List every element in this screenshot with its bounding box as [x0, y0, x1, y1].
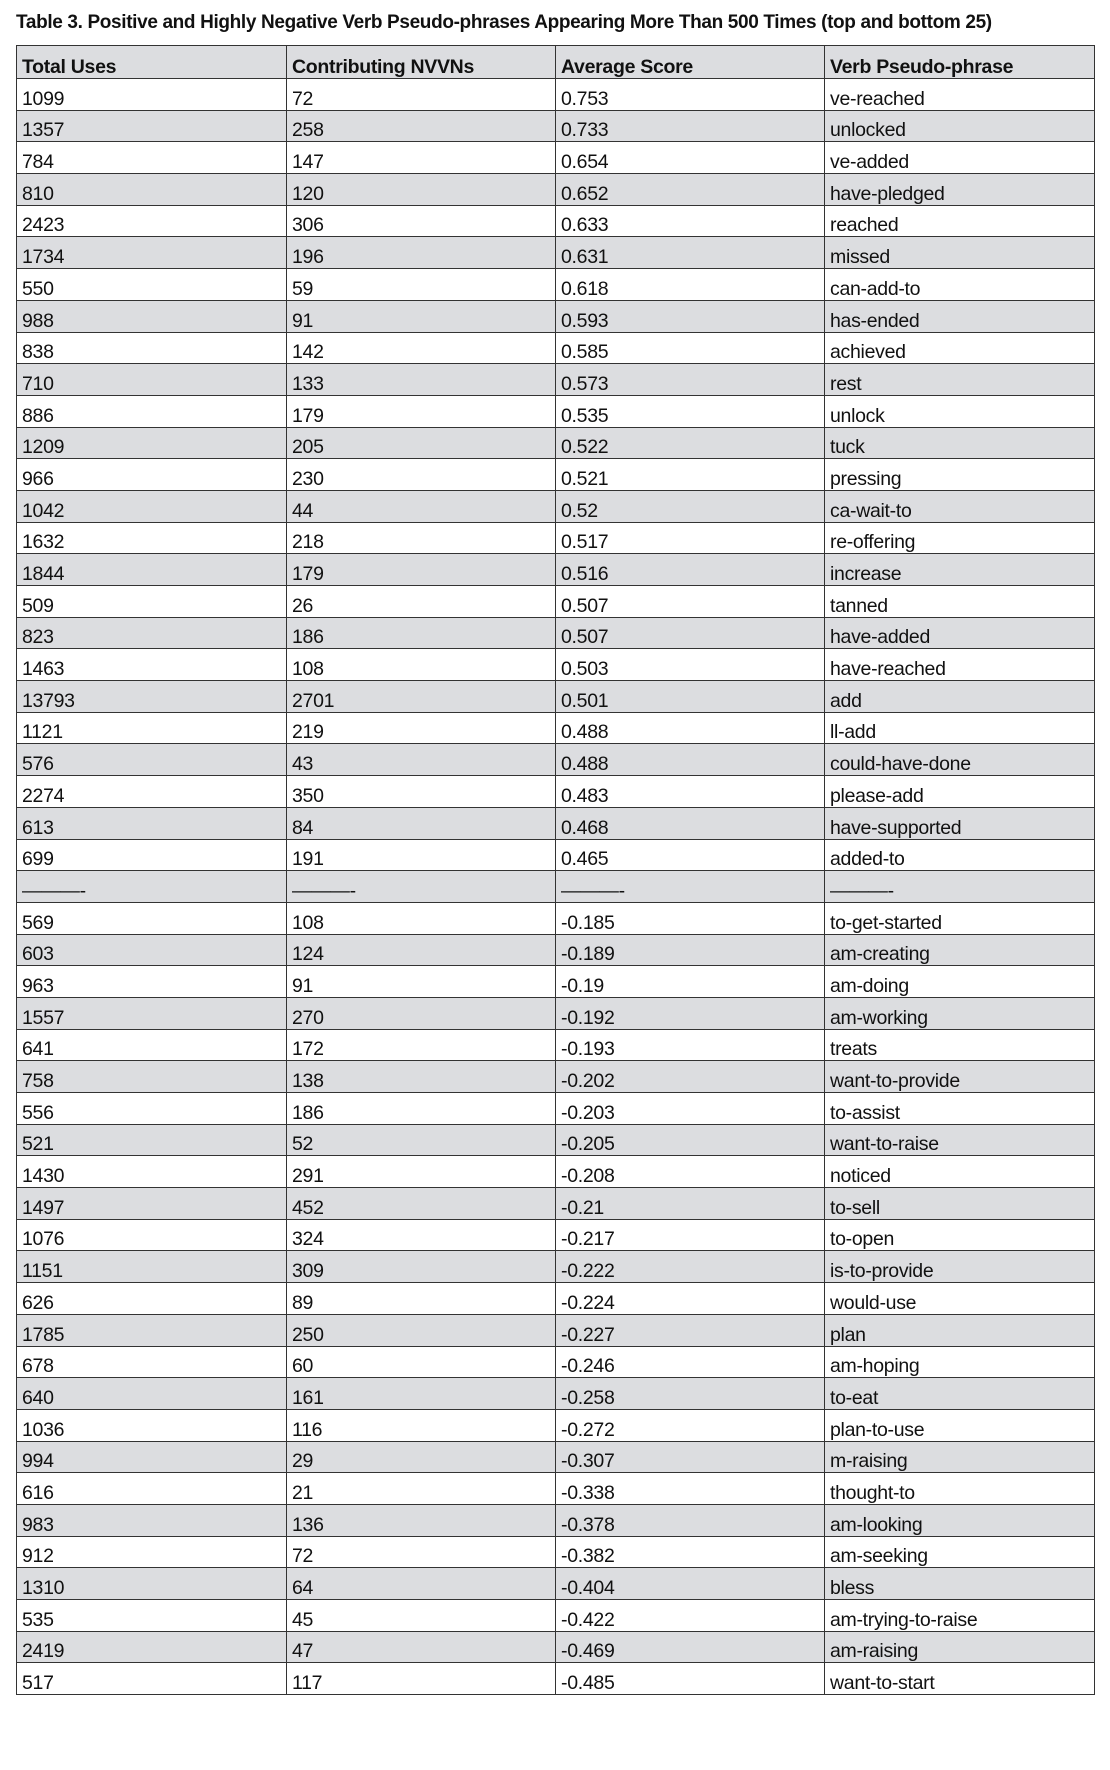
table-row — [17, 554, 1095, 586]
contributing-nvvns-cell: 2701 — [287, 681, 556, 713]
total-uses-cell: 1357 — [17, 110, 287, 142]
table-row — [17, 300, 1095, 332]
table-row — [17, 1568, 1095, 1600]
table-row — [17, 395, 1095, 427]
total-uses-cell: 886 — [17, 395, 287, 427]
average-score-cell: 0.733 — [556, 110, 825, 142]
average-score-cell: -0.338 — [556, 1473, 825, 1505]
average-score-cell: 0.517 — [556, 522, 825, 554]
average-score-cell: 0.52 — [556, 490, 825, 522]
verb-pseudo-phrase-cell: re-offering — [825, 522, 1095, 554]
verb-pseudo-phrase-cell: want-to-raise — [825, 1124, 1095, 1156]
header-contributing-nvvns: Contributing NVVNs — [287, 46, 556, 79]
contributing-nvvns-cell: 324 — [287, 1219, 556, 1251]
average-score-cell: -0.246 — [556, 1346, 825, 1378]
table-row — [17, 269, 1095, 301]
table-row — [17, 364, 1095, 396]
contributing-nvvns-cell: 270 — [287, 997, 556, 1029]
average-score-cell: 0.631 — [556, 237, 825, 269]
table-row — [17, 1663, 1095, 1695]
verb-pseudo-phrase-cell: have-added — [825, 617, 1095, 649]
contributing-nvvns-cell: 258 — [287, 110, 556, 142]
contributing-nvvns-cell: 205 — [287, 427, 556, 459]
verb-pseudo-phrase-cell: achieved — [825, 332, 1095, 364]
table-caption: Table 3. Positive and Highly Negative Verb Pseudo-phrases Appearing More Than 500 Times (top and bottom 25) — [16, 12, 992, 33]
verb-pseudo-phrase-cell: am-creating — [825, 934, 1095, 966]
verb-pseudo-phrase-cell: ll-add — [825, 712, 1095, 744]
table-row — [17, 934, 1095, 966]
total-uses-cell: 994 — [17, 1441, 287, 1473]
total-uses-cell: 710 — [17, 364, 287, 396]
table-row — [17, 1600, 1095, 1632]
verb-pseudo-phrase-cell: pressing — [825, 459, 1095, 491]
verb-pseudo-phrase-cell: would-use — [825, 1283, 1095, 1315]
table-row — [17, 871, 1095, 903]
total-uses-cell: 2419 — [17, 1631, 287, 1663]
total-uses-cell: 641 — [17, 1029, 287, 1061]
verb-pseudo-phrase-cell: is-to-provide — [825, 1251, 1095, 1283]
total-uses-cell: 963 — [17, 966, 287, 998]
verb-pseudo-phrase-cell: ve-reached — [825, 79, 1095, 111]
total-uses-cell: 988 — [17, 300, 287, 332]
average-score-cell: -0.192 — [556, 997, 825, 1029]
average-score-cell: 0.503 — [556, 649, 825, 681]
contributing-nvvns-cell: 72 — [287, 79, 556, 111]
contributing-nvvns-cell: 64 — [287, 1568, 556, 1600]
table-row — [17, 681, 1095, 713]
average-score-cell: -0.217 — [556, 1219, 825, 1251]
contributing-nvvns-cell: 142 — [287, 332, 556, 364]
total-uses-cell: 521 — [17, 1124, 287, 1156]
verb-pseudo-phrase-cell: missed — [825, 237, 1095, 269]
total-uses-cell: 1036 — [17, 1409, 287, 1441]
total-uses-cell: 550 — [17, 269, 287, 301]
table-row — [17, 1504, 1095, 1536]
contributing-nvvns-cell: 120 — [287, 174, 556, 206]
average-score-cell: 0.483 — [556, 776, 825, 808]
total-uses-cell: 517 — [17, 1663, 287, 1695]
average-score-cell: 0.593 — [556, 300, 825, 332]
total-uses-cell: 1734 — [17, 237, 287, 269]
table-row — [17, 142, 1095, 174]
total-uses-cell: 616 — [17, 1473, 287, 1505]
contributing-nvvns-cell: 452 — [287, 1188, 556, 1220]
header-average-score: Average Score — [556, 46, 825, 79]
contributing-nvvns-cell: 60 — [287, 1346, 556, 1378]
contributing-nvvns-cell: 250 — [287, 1314, 556, 1346]
contributing-nvvns-cell: 29 — [287, 1441, 556, 1473]
table-row — [17, 649, 1095, 681]
verb-pseudo-phrase-cell: am-trying-to-raise — [825, 1600, 1095, 1632]
table-row — [17, 1346, 1095, 1378]
verb-pseudo-phrase-cell: to-open — [825, 1219, 1095, 1251]
verb-pseudo-phrase-cell: want-to-start — [825, 1663, 1095, 1695]
verb-pseudo-phrase-cell: reached — [825, 205, 1095, 237]
contributing-nvvns-cell: 26 — [287, 586, 556, 618]
contributing-nvvns-cell: 124 — [287, 934, 556, 966]
contributing-nvvns-cell: 117 — [287, 1663, 556, 1695]
contributing-nvvns-cell: 186 — [287, 617, 556, 649]
total-uses-cell: 626 — [17, 1283, 287, 1315]
verb-pseudo-phrase-cell: to-sell — [825, 1188, 1095, 1220]
contributing-nvvns-cell: 306 — [287, 205, 556, 237]
contributing-nvvns-cell: 191 — [287, 839, 556, 871]
total-uses-cell: 1632 — [17, 522, 287, 554]
average-score-cell: -0.258 — [556, 1378, 825, 1410]
table-row — [17, 1409, 1095, 1441]
average-score-cell: -0.378 — [556, 1504, 825, 1536]
contributing-nvvns-cell: 350 — [287, 776, 556, 808]
total-uses-cell: 640 — [17, 1378, 287, 1410]
contributing-nvvns-cell: 196 — [287, 237, 556, 269]
table-row — [17, 1314, 1095, 1346]
average-score-cell: -0.382 — [556, 1536, 825, 1568]
average-score-cell: -0.19 — [556, 966, 825, 998]
verb-pseudo-phrase-cell: ve-added — [825, 142, 1095, 174]
verb-pseudo-phrase-cell: ———- — [825, 871, 1095, 903]
verb-phrase-table — [16, 45, 1095, 1695]
table-row — [17, 174, 1095, 206]
total-uses-cell: 1497 — [17, 1188, 287, 1220]
contributing-nvvns-cell: 21 — [287, 1473, 556, 1505]
total-uses-cell: 556 — [17, 1093, 287, 1125]
contributing-nvvns-cell: 133 — [287, 364, 556, 396]
header-row — [17, 46, 1095, 79]
average-score-cell: 0.521 — [556, 459, 825, 491]
average-score-cell: -0.422 — [556, 1600, 825, 1632]
verb-pseudo-phrase-cell: can-add-to — [825, 269, 1095, 301]
average-score-cell: 0.501 — [556, 681, 825, 713]
table-header — [17, 46, 1095, 79]
contributing-nvvns-cell: 179 — [287, 395, 556, 427]
verb-pseudo-phrase-cell: am-doing — [825, 966, 1095, 998]
table-row — [17, 332, 1095, 364]
table-row — [17, 776, 1095, 808]
average-score-cell: 0.654 — [556, 142, 825, 174]
verb-pseudo-phrase-cell: to-assist — [825, 1093, 1095, 1125]
table-row — [17, 1124, 1095, 1156]
verb-pseudo-phrase-cell: unlock — [825, 395, 1095, 427]
table-row — [17, 712, 1095, 744]
average-score-cell: 0.488 — [556, 744, 825, 776]
verb-pseudo-phrase-cell: please-add — [825, 776, 1095, 808]
table-row — [17, 1219, 1095, 1251]
contributing-nvvns-cell: 47 — [287, 1631, 556, 1663]
total-uses-cell: 13793 — [17, 681, 287, 713]
table-row — [17, 617, 1095, 649]
verb-pseudo-phrase-cell: thought-to — [825, 1473, 1095, 1505]
table-row — [17, 1283, 1095, 1315]
table-row — [17, 1536, 1095, 1568]
total-uses-cell: 838 — [17, 332, 287, 364]
table-row — [17, 1156, 1095, 1188]
average-score-cell: -0.189 — [556, 934, 825, 966]
total-uses-cell: 1151 — [17, 1251, 287, 1283]
verb-pseudo-phrase-cell: have-supported — [825, 807, 1095, 839]
total-uses-cell: 1076 — [17, 1219, 287, 1251]
total-uses-cell: 509 — [17, 586, 287, 618]
contributing-nvvns-cell: 147 — [287, 142, 556, 174]
table-row — [17, 79, 1095, 111]
average-score-cell: 0.522 — [556, 427, 825, 459]
table-row — [17, 1378, 1095, 1410]
average-score-cell: 0.652 — [556, 174, 825, 206]
average-score-cell: 0.507 — [556, 586, 825, 618]
average-score-cell: 0.633 — [556, 205, 825, 237]
total-uses-cell: 1430 — [17, 1156, 287, 1188]
total-uses-cell: 2274 — [17, 776, 287, 808]
total-uses-cell: 613 — [17, 807, 287, 839]
verb-pseudo-phrase-cell: am-working — [825, 997, 1095, 1029]
table-row — [17, 1441, 1095, 1473]
total-uses-cell: 1310 — [17, 1568, 287, 1600]
verb-pseudo-phrase-cell: tuck — [825, 427, 1095, 459]
verb-pseudo-phrase-cell: treats — [825, 1029, 1095, 1061]
total-uses-cell: 535 — [17, 1600, 287, 1632]
table-row — [17, 1188, 1095, 1220]
verb-pseudo-phrase-cell: noticed — [825, 1156, 1095, 1188]
total-uses-cell: 758 — [17, 1061, 287, 1093]
table-row — [17, 744, 1095, 776]
header-total-uses: Total Uses — [17, 46, 287, 79]
table-body — [17, 79, 1095, 1695]
average-score-cell: ———- — [556, 871, 825, 903]
verb-pseudo-phrase-cell: bless — [825, 1568, 1095, 1600]
total-uses-cell: 1463 — [17, 649, 287, 681]
contributing-nvvns-cell: 291 — [287, 1156, 556, 1188]
average-score-cell: -0.227 — [556, 1314, 825, 1346]
total-uses-cell: ———- — [17, 871, 287, 903]
verb-pseudo-phrase-cell: could-have-done — [825, 744, 1095, 776]
table-row — [17, 1631, 1095, 1663]
average-score-cell: -0.21 — [556, 1188, 825, 1220]
average-score-cell: 0.516 — [556, 554, 825, 586]
contributing-nvvns-cell: 45 — [287, 1600, 556, 1632]
total-uses-cell: 966 — [17, 459, 287, 491]
verb-pseudo-phrase-cell: have-pledged — [825, 174, 1095, 206]
table-row — [17, 427, 1095, 459]
average-score-cell: 0.573 — [556, 364, 825, 396]
verb-pseudo-phrase-cell: am-looking — [825, 1504, 1095, 1536]
table-row — [17, 459, 1095, 491]
table-row — [17, 1061, 1095, 1093]
contributing-nvvns-cell: 136 — [287, 1504, 556, 1536]
total-uses-cell: 912 — [17, 1536, 287, 1568]
total-uses-cell: 1121 — [17, 712, 287, 744]
table-row — [17, 1029, 1095, 1061]
total-uses-cell: 823 — [17, 617, 287, 649]
verb-pseudo-phrase-cell: unlocked — [825, 110, 1095, 142]
average-score-cell: -0.224 — [556, 1283, 825, 1315]
contributing-nvvns-cell: 91 — [287, 966, 556, 998]
verb-pseudo-phrase-cell: to-get-started — [825, 902, 1095, 934]
table-row — [17, 237, 1095, 269]
verb-pseudo-phrase-cell: add — [825, 681, 1095, 713]
average-score-cell: -0.222 — [556, 1251, 825, 1283]
total-uses-cell: 678 — [17, 1346, 287, 1378]
table-row — [17, 205, 1095, 237]
average-score-cell: -0.205 — [556, 1124, 825, 1156]
verb-pseudo-phrase-cell: plan — [825, 1314, 1095, 1346]
table-row — [17, 110, 1095, 142]
average-score-cell: 0.753 — [556, 79, 825, 111]
average-score-cell: 0.488 — [556, 712, 825, 744]
total-uses-cell: 810 — [17, 174, 287, 206]
table-row — [17, 490, 1095, 522]
table-row — [17, 807, 1095, 839]
average-score-cell: -0.202 — [556, 1061, 825, 1093]
average-score-cell: 0.618 — [556, 269, 825, 301]
contributing-nvvns-cell: 52 — [287, 1124, 556, 1156]
total-uses-cell: 1099 — [17, 79, 287, 111]
verb-pseudo-phrase-cell: has-ended — [825, 300, 1095, 332]
total-uses-cell: 1557 — [17, 997, 287, 1029]
total-uses-cell: 1844 — [17, 554, 287, 586]
contributing-nvvns-cell: 172 — [287, 1029, 556, 1061]
verb-pseudo-phrase-cell: tanned — [825, 586, 1095, 618]
contributing-nvvns-cell: 108 — [287, 902, 556, 934]
contributing-nvvns-cell: 108 — [287, 649, 556, 681]
contributing-nvvns-cell: 161 — [287, 1378, 556, 1410]
average-score-cell: -0.404 — [556, 1568, 825, 1600]
contributing-nvvns-cell: 309 — [287, 1251, 556, 1283]
average-score-cell: 0.468 — [556, 807, 825, 839]
average-score-cell: -0.203 — [556, 1093, 825, 1125]
average-score-cell: 0.507 — [556, 617, 825, 649]
table-row — [17, 997, 1095, 1029]
verb-pseudo-phrase-cell: ca-wait-to — [825, 490, 1095, 522]
total-uses-cell: 784 — [17, 142, 287, 174]
contributing-nvvns-cell: 89 — [287, 1283, 556, 1315]
total-uses-cell: 1042 — [17, 490, 287, 522]
verb-pseudo-phrase-cell: plan-to-use — [825, 1409, 1095, 1441]
table-row — [17, 902, 1095, 934]
total-uses-cell: 576 — [17, 744, 287, 776]
total-uses-cell: 603 — [17, 934, 287, 966]
total-uses-cell: 1785 — [17, 1314, 287, 1346]
table-row — [17, 1251, 1095, 1283]
contributing-nvvns-cell: 91 — [287, 300, 556, 332]
contributing-nvvns-cell: 179 — [287, 554, 556, 586]
verb-pseudo-phrase-cell: m-raising — [825, 1441, 1095, 1473]
total-uses-cell: 1209 — [17, 427, 287, 459]
average-score-cell: 0.585 — [556, 332, 825, 364]
contributing-nvvns-cell: 218 — [287, 522, 556, 554]
contributing-nvvns-cell: 138 — [287, 1061, 556, 1093]
contributing-nvvns-cell: 72 — [287, 1536, 556, 1568]
average-score-cell: 0.535 — [556, 395, 825, 427]
verb-pseudo-phrase-cell: am-hoping — [825, 1346, 1095, 1378]
verb-pseudo-phrase-cell: am-seeking — [825, 1536, 1095, 1568]
total-uses-cell: 699 — [17, 839, 287, 871]
total-uses-cell: 983 — [17, 1504, 287, 1536]
table-row — [17, 522, 1095, 554]
total-uses-cell: 569 — [17, 902, 287, 934]
verb-pseudo-phrase-cell: have-reached — [825, 649, 1095, 681]
average-score-cell: -0.307 — [556, 1441, 825, 1473]
verb-pseudo-phrase-cell: rest — [825, 364, 1095, 396]
verb-pseudo-phrase-cell: increase — [825, 554, 1095, 586]
contributing-nvvns-cell: 186 — [287, 1093, 556, 1125]
header-verb-pseudo-phrase: Verb Pseudo-phrase — [825, 46, 1095, 79]
contributing-nvvns-cell: 84 — [287, 807, 556, 839]
contributing-nvvns-cell: 59 — [287, 269, 556, 301]
contributing-nvvns-cell: 44 — [287, 490, 556, 522]
total-uses-cell: 2423 — [17, 205, 287, 237]
table-row — [17, 966, 1095, 998]
contributing-nvvns-cell: 43 — [287, 744, 556, 776]
average-score-cell: -0.185 — [556, 902, 825, 934]
table-row — [17, 1473, 1095, 1505]
verb-pseudo-phrase-cell: to-eat — [825, 1378, 1095, 1410]
contributing-nvvns-cell: 219 — [287, 712, 556, 744]
verb-pseudo-phrase-cell: want-to-provide — [825, 1061, 1095, 1093]
contributing-nvvns-cell: 230 — [287, 459, 556, 491]
average-score-cell: -0.208 — [556, 1156, 825, 1188]
average-score-cell: 0.465 — [556, 839, 825, 871]
table-row — [17, 586, 1095, 618]
verb-pseudo-phrase-cell: am-raising — [825, 1631, 1095, 1663]
average-score-cell: -0.193 — [556, 1029, 825, 1061]
table-row — [17, 839, 1095, 871]
average-score-cell: -0.272 — [556, 1409, 825, 1441]
contributing-nvvns-cell: ———- — [287, 871, 556, 903]
average-score-cell: -0.469 — [556, 1631, 825, 1663]
average-score-cell: -0.485 — [556, 1663, 825, 1695]
contributing-nvvns-cell: 116 — [287, 1409, 556, 1441]
verb-pseudo-phrase-cell: added-to — [825, 839, 1095, 871]
table-row — [17, 1093, 1095, 1125]
